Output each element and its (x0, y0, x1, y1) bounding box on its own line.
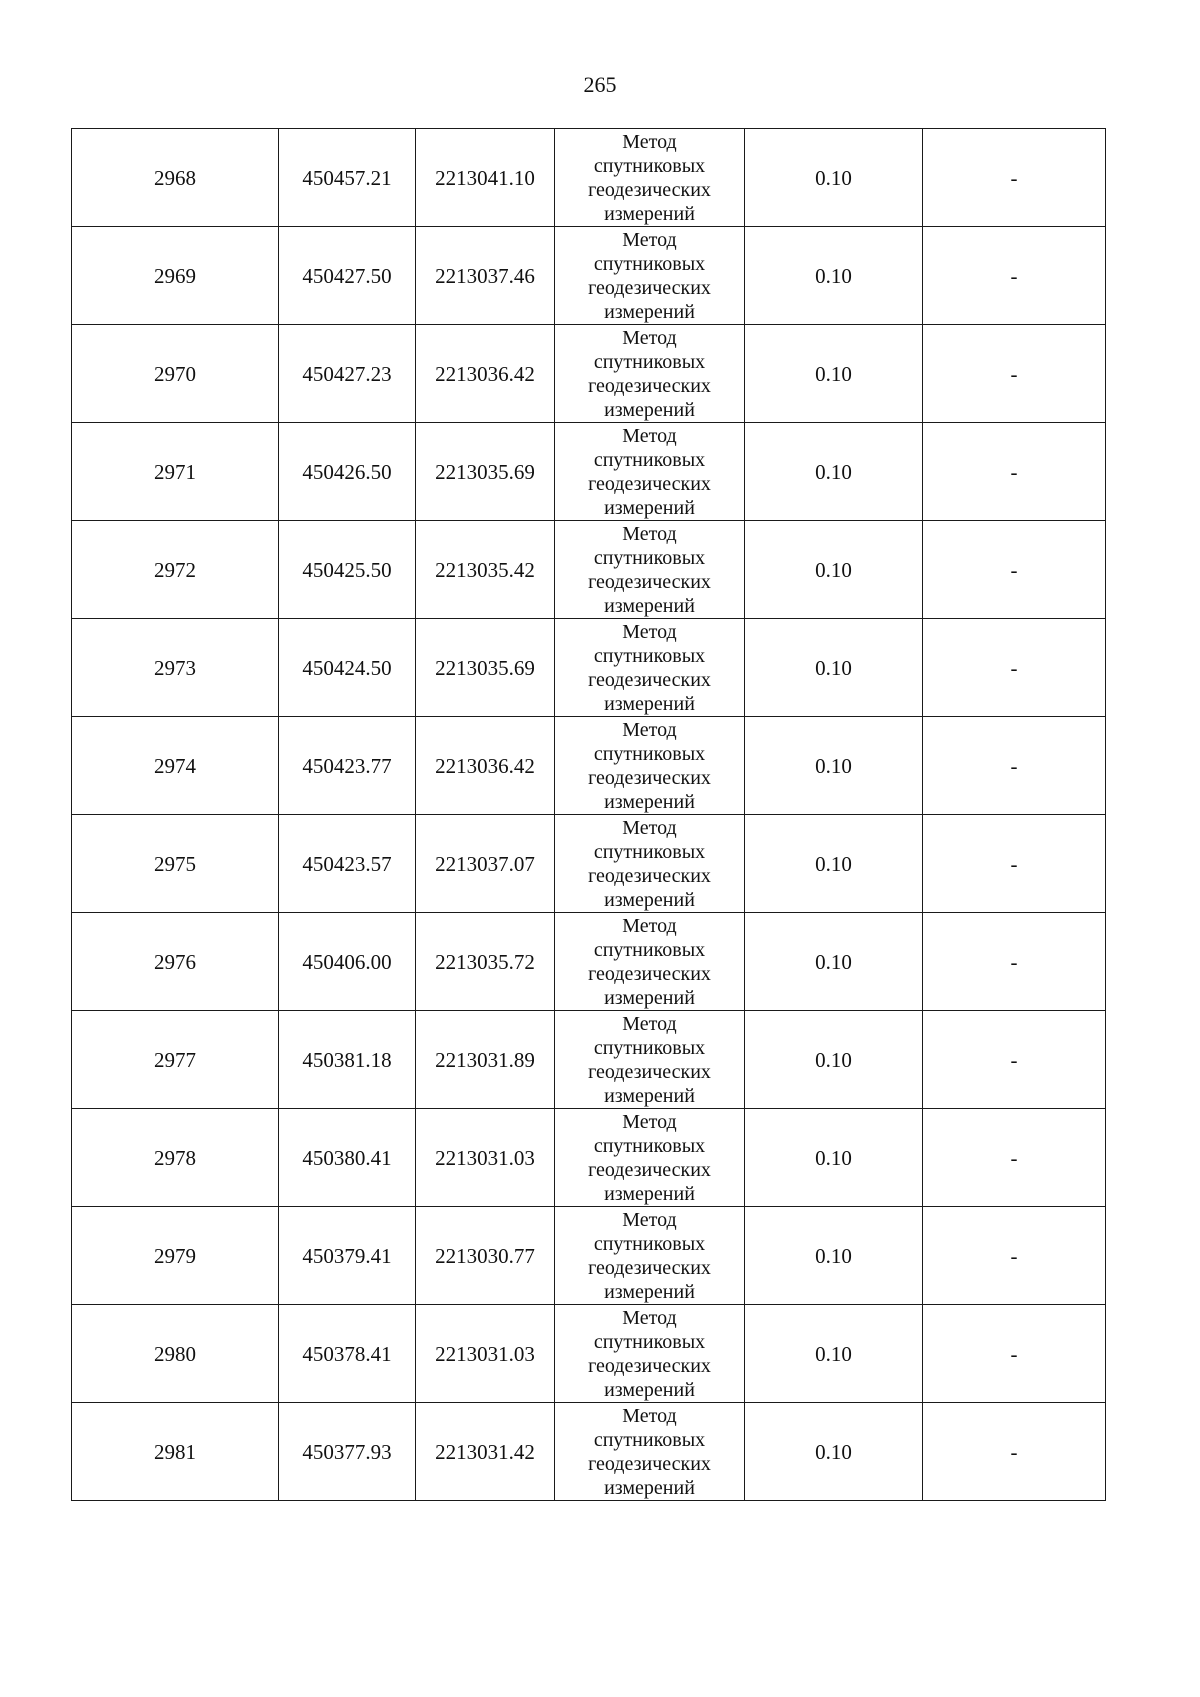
x-coordinate-cell: 450377.93 (279, 1403, 416, 1501)
method-text-line: спутниковых (593, 154, 706, 177)
note-cell: - (923, 129, 1106, 227)
method-cell (555, 619, 745, 717)
table-row (72, 815, 1106, 913)
method-text-line: Метод (622, 1306, 677, 1329)
method-cell (555, 325, 745, 423)
method-cell (555, 227, 745, 325)
point-number-cell: 2969 (72, 227, 279, 325)
note-cell: - (923, 1403, 1106, 1501)
x-coordinate-cell: 450378.41 (279, 1305, 416, 1403)
table-row (72, 717, 1106, 815)
method-text-line: геодезических (588, 1060, 711, 1083)
point-number-cell: 2971 (72, 423, 279, 521)
method-text-line: измерений (604, 790, 695, 813)
note-cell: - (923, 717, 1106, 815)
method-text-line: измерений (604, 594, 695, 617)
method-text-line: геодезических (588, 374, 711, 397)
x-coordinate-cell: 450423.57 (279, 815, 416, 913)
point-number-cell: 2972 (72, 521, 279, 619)
y-coordinate-cell: 2213031.03 (416, 1305, 555, 1403)
accuracy-cell: 0.10 (745, 1305, 923, 1403)
method-cell (555, 1207, 745, 1305)
accuracy-cell: 0.10 (745, 1011, 923, 1109)
point-number-cell: 2980 (72, 1305, 279, 1403)
x-coordinate-cell: 450426.50 (279, 423, 416, 521)
point-number-cell: 2973 (72, 619, 279, 717)
point-number-cell: 2976 (72, 913, 279, 1011)
point-number-cell: 2970 (72, 325, 279, 423)
method-text-line: спутниковых (593, 546, 706, 569)
method-text-line: Метод (622, 326, 677, 349)
method-text-line: геодезических (588, 1158, 711, 1181)
method-text-line: измерений (604, 692, 695, 715)
method-text-line: спутниковых (593, 742, 706, 765)
y-coordinate-cell: 2213031.89 (416, 1011, 555, 1109)
coordinates-table (71, 128, 1106, 1501)
method-text-line: измерений (604, 1280, 695, 1303)
table-row (72, 521, 1106, 619)
method-text-line: Метод (622, 816, 677, 839)
method-text-line: измерений (604, 300, 695, 323)
x-coordinate-cell: 450380.41 (279, 1109, 416, 1207)
y-coordinate-cell: 2213035.72 (416, 913, 555, 1011)
method-text-line: Метод (622, 228, 677, 251)
y-coordinate-cell: 2213031.42 (416, 1403, 555, 1501)
method-text-line: измерений (604, 398, 695, 421)
x-coordinate-cell: 450406.00 (279, 913, 416, 1011)
table-row (72, 1011, 1106, 1109)
table-row (72, 325, 1106, 423)
method-text-line: измерений (604, 496, 695, 519)
y-coordinate-cell: 2213036.42 (416, 717, 555, 815)
method-cell (555, 815, 745, 913)
method-text-line: Метод (622, 1208, 677, 1231)
y-coordinate-cell: 2213031.03 (416, 1109, 555, 1207)
method-text-line: измерений (604, 1476, 695, 1499)
accuracy-cell: 0.10 (745, 227, 923, 325)
note-cell: - (923, 227, 1106, 325)
method-text-line: Метод (622, 522, 677, 545)
note-cell: - (923, 619, 1106, 717)
method-text-line: геодезических (588, 766, 711, 789)
method-text-line: геодезических (588, 668, 711, 691)
accuracy-cell: 0.10 (745, 717, 923, 815)
table-row (72, 423, 1106, 521)
table-row (72, 1109, 1106, 1207)
method-text-line: спутниковых (593, 644, 706, 667)
method-text-line: спутниковых (593, 350, 706, 373)
y-coordinate-cell: 2213030.77 (416, 1207, 555, 1305)
note-cell: - (923, 1109, 1106, 1207)
table-body (72, 129, 1106, 1501)
table-row (72, 1305, 1106, 1403)
method-text-line: геодезических (588, 472, 711, 495)
y-coordinate-cell: 2213035.42 (416, 521, 555, 619)
note-cell: - (923, 815, 1106, 913)
x-coordinate-cell: 450425.50 (279, 521, 416, 619)
method-text-line: спутниковых (593, 1330, 706, 1353)
y-coordinate-cell: 2213041.10 (416, 129, 555, 227)
x-coordinate-cell: 450381.18 (279, 1011, 416, 1109)
point-number-cell: 2979 (72, 1207, 279, 1305)
method-text-line: спутниковых (593, 448, 706, 471)
table-row (72, 227, 1106, 325)
method-text-line: спутниковых (593, 1428, 706, 1451)
point-number-cell: 2978 (72, 1109, 279, 1207)
point-number-cell: 2968 (72, 129, 279, 227)
accuracy-cell: 0.10 (745, 815, 923, 913)
accuracy-cell: 0.10 (745, 521, 923, 619)
table-row (72, 913, 1106, 1011)
point-number-cell: 2981 (72, 1403, 279, 1501)
method-text-line: Метод (622, 1012, 677, 1035)
point-number-cell: 2977 (72, 1011, 279, 1109)
method-text-line: Метод (622, 1110, 677, 1133)
method-text-line: спутниковых (593, 938, 706, 961)
note-cell: - (923, 1207, 1106, 1305)
page-number: 265 (583, 72, 617, 97)
accuracy-cell: 0.10 (745, 913, 923, 1011)
note-cell: - (923, 913, 1106, 1011)
method-text-line: Метод (622, 1404, 677, 1427)
method-text-line: геодезических (588, 1354, 711, 1377)
x-coordinate-cell: 450457.21 (279, 129, 416, 227)
accuracy-cell: 0.10 (745, 1109, 923, 1207)
y-coordinate-cell: 2213037.07 (416, 815, 555, 913)
accuracy-cell: 0.10 (745, 129, 923, 227)
method-text-line: Метод (622, 130, 677, 153)
method-text-line: измерений (604, 986, 695, 1009)
method-text-line: измерений (604, 1378, 695, 1401)
method-text-line: Метод (622, 424, 677, 447)
method-cell (555, 129, 745, 227)
method-text-line: геодезических (588, 276, 711, 299)
method-text-line: измерений (604, 1182, 695, 1205)
method-text-line: измерений (604, 202, 695, 225)
method-cell (555, 1109, 745, 1207)
table-row (72, 129, 1106, 227)
method-text-line: спутниковых (593, 1134, 706, 1157)
method-text-line: спутниковых (593, 252, 706, 275)
method-text-line: геодезических (588, 1452, 711, 1475)
table-row (72, 1403, 1106, 1501)
method-text-line: спутниковых (593, 1036, 706, 1059)
note-cell: - (923, 1305, 1106, 1403)
method-cell (555, 1305, 745, 1403)
method-text-line: геодезических (588, 864, 711, 887)
y-coordinate-cell: 2213035.69 (416, 619, 555, 717)
table-row (72, 1207, 1106, 1305)
method-text-line: измерений (604, 1084, 695, 1107)
method-cell (555, 1011, 745, 1109)
point-number-cell: 2974 (72, 717, 279, 815)
method-text-line: геодезических (588, 1256, 711, 1279)
y-coordinate-cell: 2213035.69 (416, 423, 555, 521)
method-text-line: Метод (622, 718, 677, 741)
note-cell: - (923, 1011, 1106, 1109)
method-cell (555, 1403, 745, 1501)
method-text-line: геодезических (588, 570, 711, 593)
method-text-line: спутниковых (593, 1232, 706, 1255)
y-coordinate-cell: 2213037.46 (416, 227, 555, 325)
table-row (72, 619, 1106, 717)
point-number-cell: 2975 (72, 815, 279, 913)
method-cell (555, 717, 745, 815)
x-coordinate-cell: 450379.41 (279, 1207, 416, 1305)
method-text-line: геодезических (588, 962, 711, 985)
x-coordinate-cell: 450423.77 (279, 717, 416, 815)
method-text-line: Метод (622, 620, 677, 643)
accuracy-cell: 0.10 (745, 423, 923, 521)
method-text-line: спутниковых (593, 840, 706, 863)
y-coordinate-cell: 2213036.42 (416, 325, 555, 423)
x-coordinate-cell: 450427.23 (279, 325, 416, 423)
note-cell: - (923, 325, 1106, 423)
method-cell (555, 913, 745, 1011)
method-cell (555, 423, 745, 521)
accuracy-cell: 0.10 (745, 1403, 923, 1501)
x-coordinate-cell: 450424.50 (279, 619, 416, 717)
method-text-line: Метод (622, 914, 677, 937)
method-text-line: измерений (604, 888, 695, 911)
method-cell (555, 521, 745, 619)
note-cell: - (923, 521, 1106, 619)
method-text-line: геодезических (588, 178, 711, 201)
note-cell: - (923, 423, 1106, 521)
accuracy-cell: 0.10 (745, 325, 923, 423)
x-coordinate-cell: 450427.50 (279, 227, 416, 325)
accuracy-cell: 0.10 (745, 1207, 923, 1305)
accuracy-cell: 0.10 (745, 619, 923, 717)
